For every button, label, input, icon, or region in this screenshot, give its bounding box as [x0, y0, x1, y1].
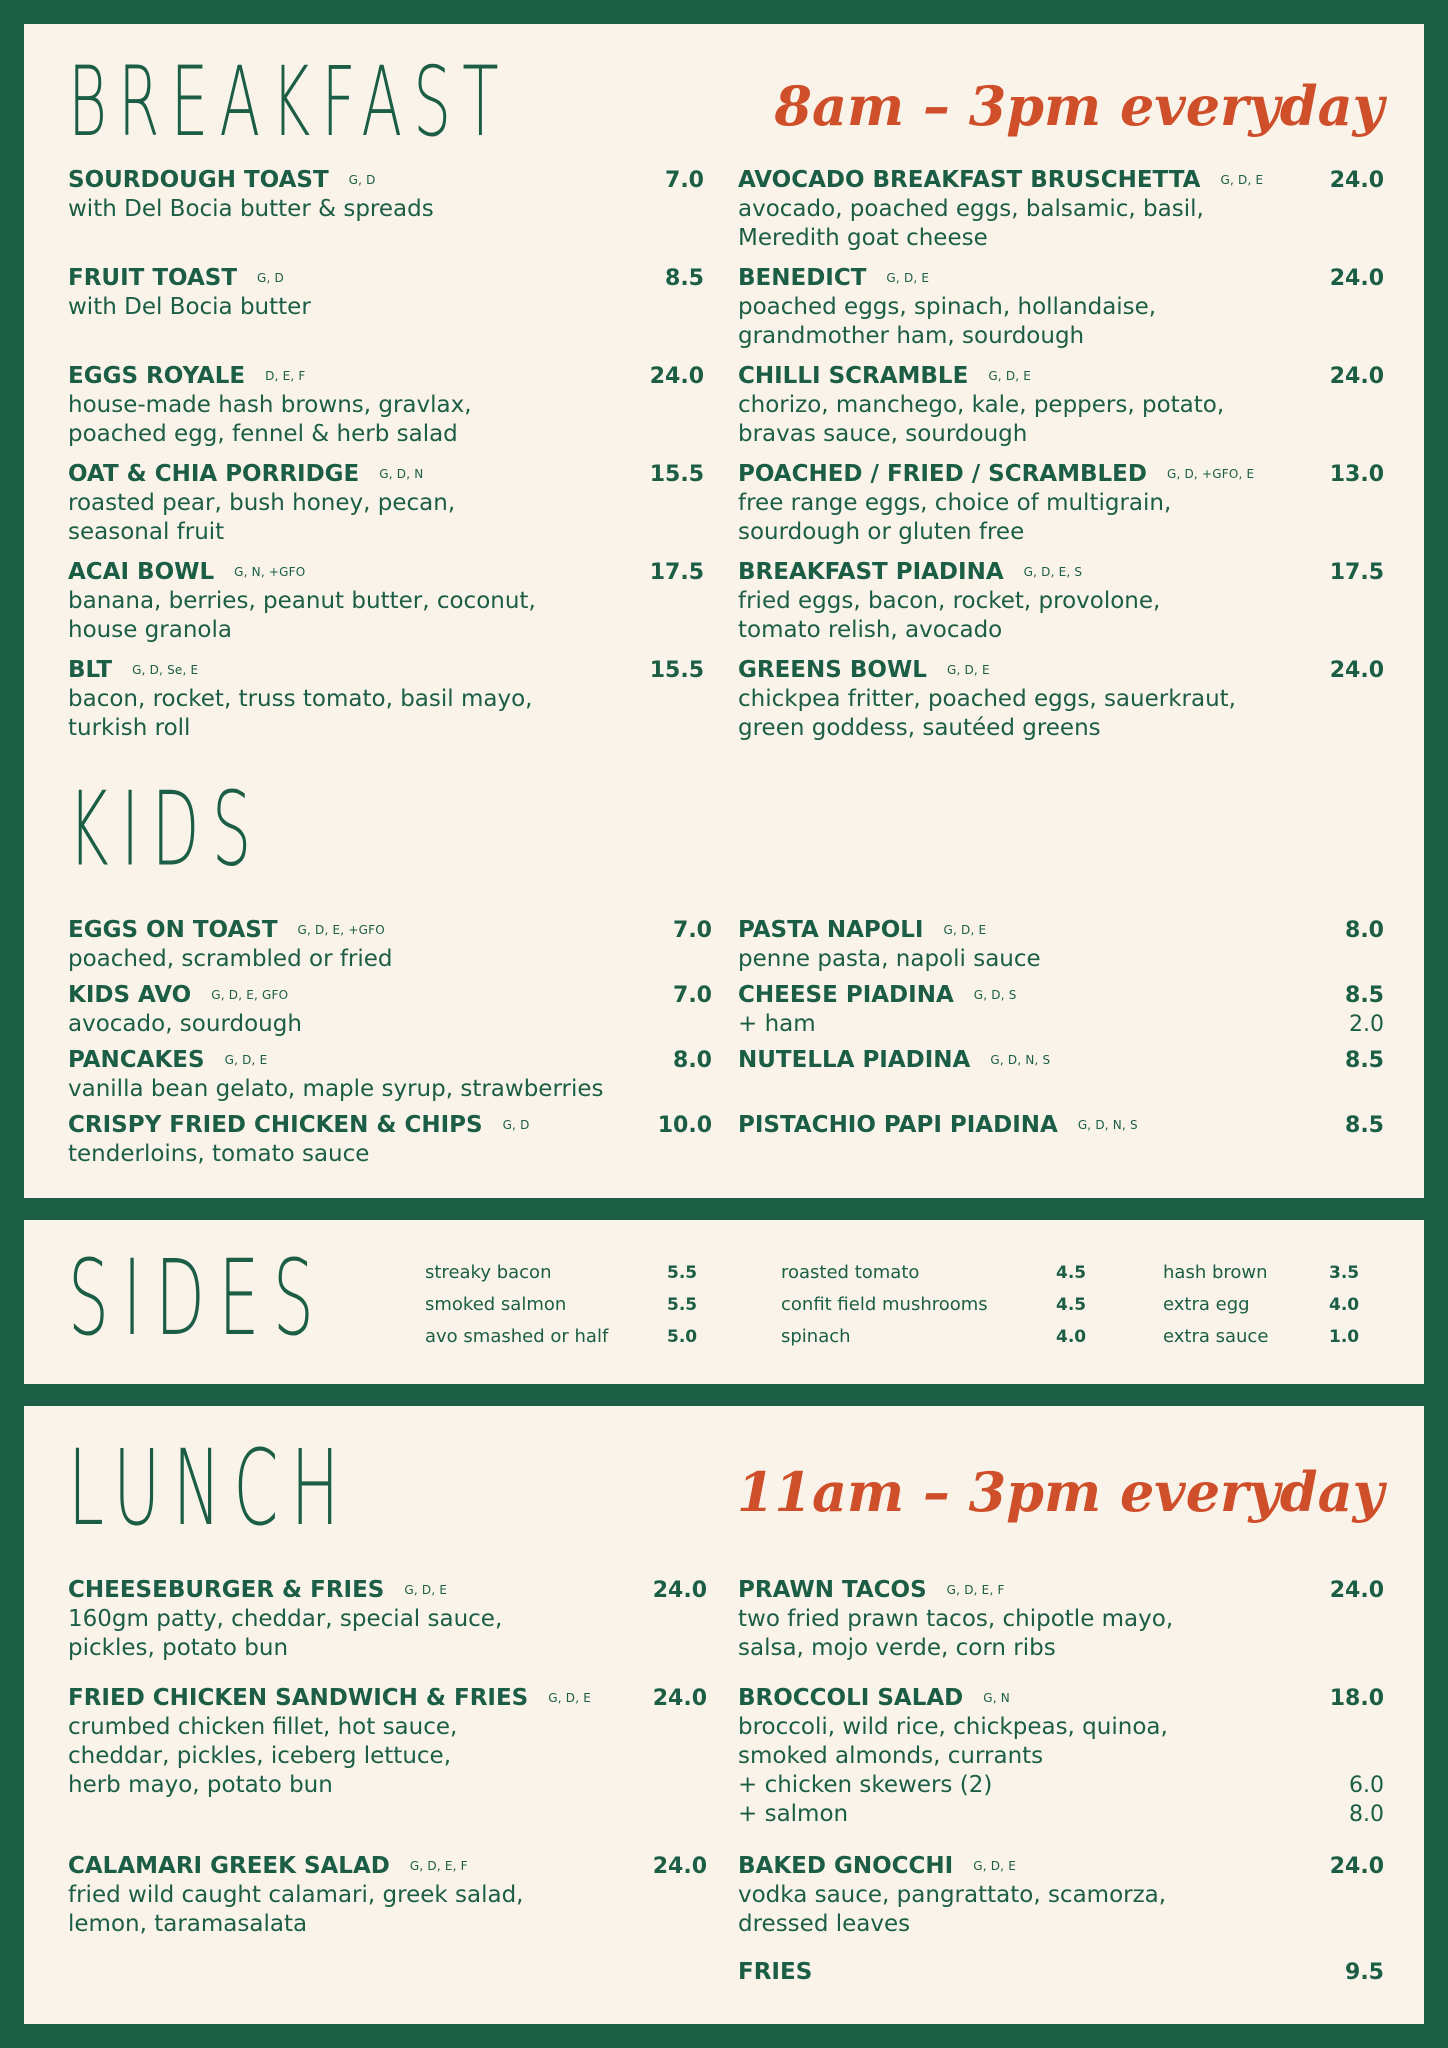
item-description: fried wild caught calamari, greek salad, lemon, taramasalata — [68, 1882, 524, 1937]
item-description: roasted pear, bush honey, pecan, seasonal fruit — [68, 490, 456, 545]
item-name: BENEDICT — [738, 265, 867, 291]
menu-item — [738, 1958, 1388, 1987]
item-allergens: G, D, N, S — [990, 1053, 1051, 1067]
item-description: + ham — [738, 1011, 816, 1037]
item-description: bacon, rocket, truss tomato, basil mayo, turkish roll — [68, 686, 533, 741]
breakfast-kids-panel — [24, 24, 1424, 1198]
side-price: 4.0 — [1329, 1295, 1360, 1315]
item-description: vodka sauce, pangrattato, scamorza, dressed leaves — [738, 1882, 1167, 1937]
menu-item — [738, 1046, 1388, 1075]
lunch-panel — [24, 1406, 1424, 2024]
item-allergens: G, D, N, S — [1077, 1118, 1138, 1132]
item-price: 24.0 — [1329, 364, 1384, 389]
side-price: 5.0 — [667, 1327, 698, 1347]
menu-item — [68, 1852, 708, 1939]
item-name: BREAKFAST PIADINA — [738, 559, 1004, 585]
side-name: extra sauce — [1163, 1326, 1269, 1347]
item-allergens: G, D, E — [224, 1053, 268, 1067]
item-allergens: G, D, E — [946, 663, 990, 677]
item-allergens: G, D, E, GFO — [211, 988, 289, 1002]
item-price: 24.0 — [652, 1578, 707, 1603]
side-name: extra egg — [1163, 1294, 1250, 1315]
item-allergens: G, D, E — [973, 1859, 1016, 1873]
item-description: banana, berries, peanut butter, coconut, house granola — [68, 588, 536, 643]
item-allergens: G, D, N — [379, 467, 424, 481]
item-description: house-made hash browns, gravlax, poached egg, fennel & herb salad — [68, 392, 472, 447]
item-extra-price: 6.0 — [1349, 1773, 1384, 1798]
menu-item — [738, 916, 1388, 974]
item-allergens: G, D, S — [973, 988, 1017, 1002]
menu-item — [738, 981, 1388, 1039]
menu-item — [68, 656, 708, 743]
lunch-title: LUNCH — [68, 1427, 352, 1549]
side-item — [781, 1326, 1087, 1347]
menu-item — [68, 1111, 712, 1169]
menu-item — [738, 362, 1388, 449]
breakfast-title: BREAKFAST — [68, 46, 510, 158]
menu-item — [738, 1576, 1388, 1663]
item-price: 15.5 — [649, 462, 704, 487]
item-extra-price: 8.0 — [1349, 1802, 1384, 1827]
menu-item — [738, 558, 1388, 645]
item-name: BROCCOLI SALAD — [738, 1685, 964, 1711]
item-price: 24.0 — [652, 1854, 707, 1879]
item-description: penne pasta, napoli sauce — [738, 946, 1041, 972]
item-allergens: G, D, E, F — [409, 1859, 468, 1873]
item-name: BAKED GNOCCHI — [738, 1853, 954, 1879]
item-name: OAT & CHIA PORRIDGE — [68, 461, 360, 487]
side-item — [1163, 1262, 1360, 1283]
item-price: 24.0 — [1329, 168, 1384, 193]
item-name: POACHED / FRIED / SCRAMBLED — [738, 461, 1147, 487]
item-price: 8.5 — [665, 266, 704, 291]
menu-item — [738, 656, 1388, 743]
item-description: with Del Bocia butter & spreads — [68, 196, 434, 222]
item-name: EGGS ON TOAST — [68, 917, 278, 943]
item-extra: + salmon — [738, 1801, 849, 1827]
item-name: KIDS AVO — [68, 982, 192, 1008]
item-allergens: G, D — [502, 1118, 530, 1132]
item-price: 7.0 — [673, 983, 712, 1008]
item-allergens: G, N — [983, 1691, 1010, 1705]
item-price: 8.0 — [673, 1048, 712, 1073]
item-description: poached, scrambled or fried — [68, 946, 393, 972]
item-price: 17.5 — [649, 560, 704, 585]
item-name: CALAMARI GREEK SALAD — [68, 1853, 390, 1879]
side-item — [781, 1294, 1087, 1315]
item-allergens: G, D, E, S — [1023, 565, 1083, 579]
side-name: streaky bacon — [425, 1262, 552, 1283]
item-name: EGGS ROYALE — [68, 363, 246, 389]
side-price: 4.0 — [1056, 1327, 1087, 1347]
item-name: CHILLI SCRAMBLE — [738, 363, 969, 389]
side-price: 5.5 — [667, 1295, 698, 1315]
item-description: crumbed chicken fillet, hot sauce, cheddar, pickles, iceberg lettuce, herb mayo, potato bun — [68, 1714, 458, 1798]
item-description: 160gm patty, cheddar, special sauce, pickles, potato bun — [68, 1606, 503, 1661]
item-allergens: G, D, +GFO, E — [1166, 467, 1255, 481]
item-price: 24.0 — [1329, 658, 1384, 683]
item-price: 18.0 — [1329, 1686, 1384, 1711]
item-allergens: G, D, E — [988, 369, 1032, 383]
item-name: FRIED CHICKEN SANDWICH & FRIES — [68, 1685, 529, 1711]
item-price: 10.0 — [657, 1113, 712, 1138]
item-description: vanilla bean gelato, maple syrup, strawberries — [68, 1076, 604, 1102]
side-price: 4.5 — [1056, 1295, 1087, 1315]
item-price: 24.0 — [1329, 266, 1384, 291]
item-price: 9.5 — [1345, 1960, 1384, 1985]
side-name: roasted tomato — [781, 1262, 920, 1283]
menu-item — [68, 1576, 708, 1663]
item-name: CHEESE PIADINA — [738, 982, 954, 1008]
item-price: 24.0 — [652, 1686, 707, 1711]
item-description: fried eggs, bacon, rocket, provolone, tomato relish, avocado — [738, 588, 1161, 643]
side-price: 1.0 — [1329, 1327, 1360, 1347]
item-name: CHEESEBURGER & FRIES — [68, 1577, 385, 1603]
item-name: BLT — [68, 657, 113, 683]
menu-item — [68, 1684, 708, 1800]
item-name: PANCAKES — [68, 1047, 205, 1073]
item-allergens: G, N, +GFO — [234, 565, 306, 579]
item-name: NUTELLA PIADINA — [738, 1047, 971, 1073]
item-name: AVOCADO BREAKFAST BRUSCHETTA — [738, 167, 1201, 193]
item-price: 7.0 — [673, 918, 712, 943]
side-item — [781, 1262, 1087, 1283]
side-name: smoked salmon — [425, 1294, 567, 1315]
item-allergens: D, E, F — [265, 369, 306, 383]
item-extra-price: 2.0 — [1349, 1012, 1384, 1037]
side-item — [1163, 1326, 1360, 1347]
menu-item — [68, 166, 708, 224]
item-price: 8.5 — [1345, 1048, 1384, 1073]
item-allergens: G, D, E — [548, 1691, 592, 1705]
menu-item — [68, 362, 708, 449]
side-item — [425, 1262, 698, 1283]
menu-item — [68, 1046, 712, 1104]
item-description: chickpea fritter, poached eggs, sauerkraut, green goddess, sautéed greens — [738, 686, 1236, 741]
side-price: 5.5 — [667, 1263, 698, 1283]
item-price: 8.5 — [1345, 983, 1384, 1008]
item-allergens: G, D, E — [886, 271, 930, 285]
item-name: SOURDOUGH TOAST — [68, 167, 329, 193]
item-price: 24.0 — [1329, 1854, 1384, 1879]
side-name: spinach — [781, 1326, 851, 1347]
menu-item — [738, 1111, 1388, 1140]
menu-item — [738, 1684, 1388, 1829]
item-price: 15.5 — [649, 658, 704, 683]
item-description: poached eggs, spinach, hollandaise, grandmother ham, sourdough — [738, 294, 1157, 349]
item-allergens: G, D, E, F — [946, 1583, 1005, 1597]
item-price: 13.0 — [1329, 462, 1384, 487]
lunch-hours: 11am – 3pm everyday — [736, 1460, 1384, 1524]
item-price: 24.0 — [649, 364, 704, 389]
side-name: avo smashed or half — [425, 1326, 609, 1347]
item-name: GREENS BOWL — [738, 657, 927, 683]
side-item — [1163, 1294, 1360, 1315]
item-extra: + chicken skewers (2) — [738, 1772, 993, 1798]
item-allergens: G, D, E — [1220, 173, 1264, 187]
menu-item — [68, 264, 708, 322]
kids-title: KIDS — [68, 768, 264, 890]
sides-panel — [24, 1220, 1424, 1384]
item-name: PASTA NAPOLI — [738, 917, 924, 943]
item-price: 7.0 — [665, 168, 704, 193]
side-price: 3.5 — [1329, 1263, 1360, 1283]
menu-item — [738, 166, 1388, 253]
menu-item — [68, 981, 712, 1039]
item-name: FRUIT TOAST — [68, 265, 238, 291]
item-name: FRIES — [738, 1959, 813, 1985]
item-description: free range eggs, choice of multigrain, sourdough or gluten free — [738, 490, 1172, 545]
item-price: 8.5 — [1345, 1113, 1384, 1138]
item-allergens: G, D, Se, E — [132, 663, 199, 677]
side-name: hash brown — [1163, 1262, 1268, 1283]
item-price: 8.0 — [1345, 918, 1384, 943]
menu-item — [68, 558, 708, 645]
item-description: tenderloins, tomato sauce — [68, 1141, 370, 1167]
menu-item — [68, 916, 712, 974]
item-allergens: G, D — [348, 173, 376, 187]
item-name: PRAWN TACOS — [738, 1577, 927, 1603]
menu-item — [738, 1852, 1388, 1939]
item-price: 24.0 — [1329, 1578, 1384, 1603]
item-name: PISTACHIO PAPI PIADINA — [738, 1112, 1058, 1138]
menu-item — [68, 460, 708, 547]
item-allergens: G, D, E — [404, 1583, 448, 1597]
item-allergens: G, D — [257, 271, 284, 285]
item-allergens: G, D, E, +GFO — [297, 923, 385, 937]
item-name: ACAI BOWL — [68, 559, 215, 585]
sides-title: SIDES — [68, 1237, 328, 1359]
item-description: avocado, sourdough — [68, 1011, 302, 1037]
item-allergens: G, D, E — [943, 923, 987, 937]
item-price: 17.5 — [1329, 560, 1384, 585]
breakfast-hours: 8am – 3pm everyday — [774, 74, 1384, 138]
side-name: confit field mushrooms — [781, 1294, 988, 1315]
item-description: two fried prawn tacos, chipotle mayo, salsa, mojo verde, corn ribs — [738, 1606, 1174, 1661]
menu-item — [738, 264, 1388, 351]
item-description: avocado, poached eggs, balsamic, basil, Meredith goat cheese — [738, 196, 1204, 251]
side-price: 4.5 — [1056, 1263, 1087, 1283]
side-item — [425, 1294, 698, 1315]
item-name: CRISPY FRIED CHICKEN & CHIPS — [68, 1112, 483, 1138]
side-item — [425, 1326, 698, 1347]
item-description: with Del Bocia butter — [68, 294, 311, 320]
menu-item — [738, 460, 1388, 547]
item-description: broccoli, wild rice, chickpeas, quinoa, smoked almonds, currants — [738, 1714, 1168, 1769]
item-description: chorizo, manchego, kale, peppers, potato, bravas sauce, sourdough — [738, 392, 1225, 447]
